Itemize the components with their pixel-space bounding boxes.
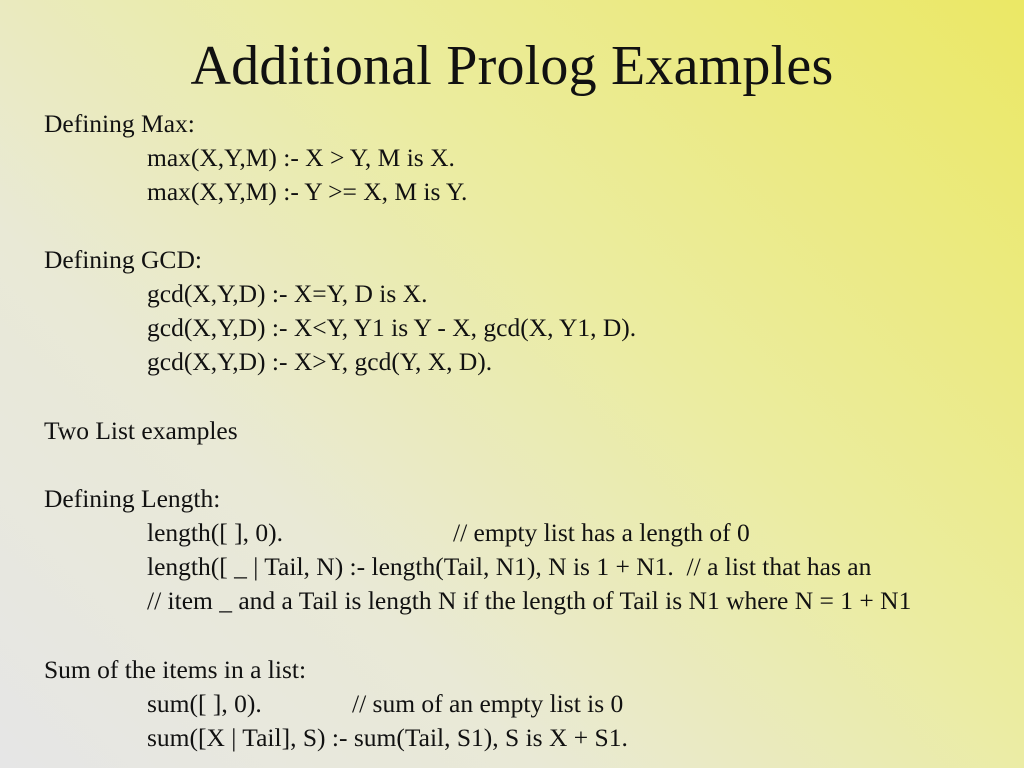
sum-clause-1: sum([ ], 0). bbox=[147, 689, 262, 718]
sum-heading: Sum of the items in a list: bbox=[44, 655, 307, 684]
gcd-heading: Defining GCD: bbox=[44, 245, 202, 274]
length-heading: Defining Length: bbox=[44, 484, 221, 513]
list-examples-heading: Two List examples bbox=[44, 416, 238, 445]
sum-clause-2: sum([X | Tail], S) :- sum(Tail, S1), S is X + S1. bbox=[147, 723, 628, 752]
max-heading: Defining Max: bbox=[44, 109, 195, 138]
slide-title: Additional Prolog Examples bbox=[190, 35, 834, 97]
gcd-clause-2: gcd(X,Y,D) :- X<Y, Y1 is Y - X, gcd(X, Y1, D). bbox=[147, 313, 637, 342]
gcd-clause-1: gcd(X,Y,D) :- X=Y, D is X. bbox=[147, 279, 428, 308]
length-comment-1: // empty list has a length of 0 bbox=[453, 518, 750, 547]
sum-comment-1: // sum of an empty list is 0 bbox=[352, 689, 624, 718]
length-comment-2: // item _ and a Tail is length N if the length of Tail is N1 where N = 1 + N1 bbox=[147, 586, 912, 615]
max-clause-2: max(X,Y,M) :- Y >= X, M is Y. bbox=[147, 177, 468, 206]
max-clause-1: max(X,Y,M) :- X > Y, M is X. bbox=[147, 143, 455, 172]
gcd-clause-3: gcd(X,Y,D) :- X>Y, gcd(Y, X, D). bbox=[147, 347, 493, 376]
length-clause-2: length([ _ | Tail, N) :- length(Tail, N1), N is 1 + N1. // a list that has an bbox=[147, 552, 872, 581]
length-clause-1: length([ ], 0). bbox=[147, 518, 283, 547]
